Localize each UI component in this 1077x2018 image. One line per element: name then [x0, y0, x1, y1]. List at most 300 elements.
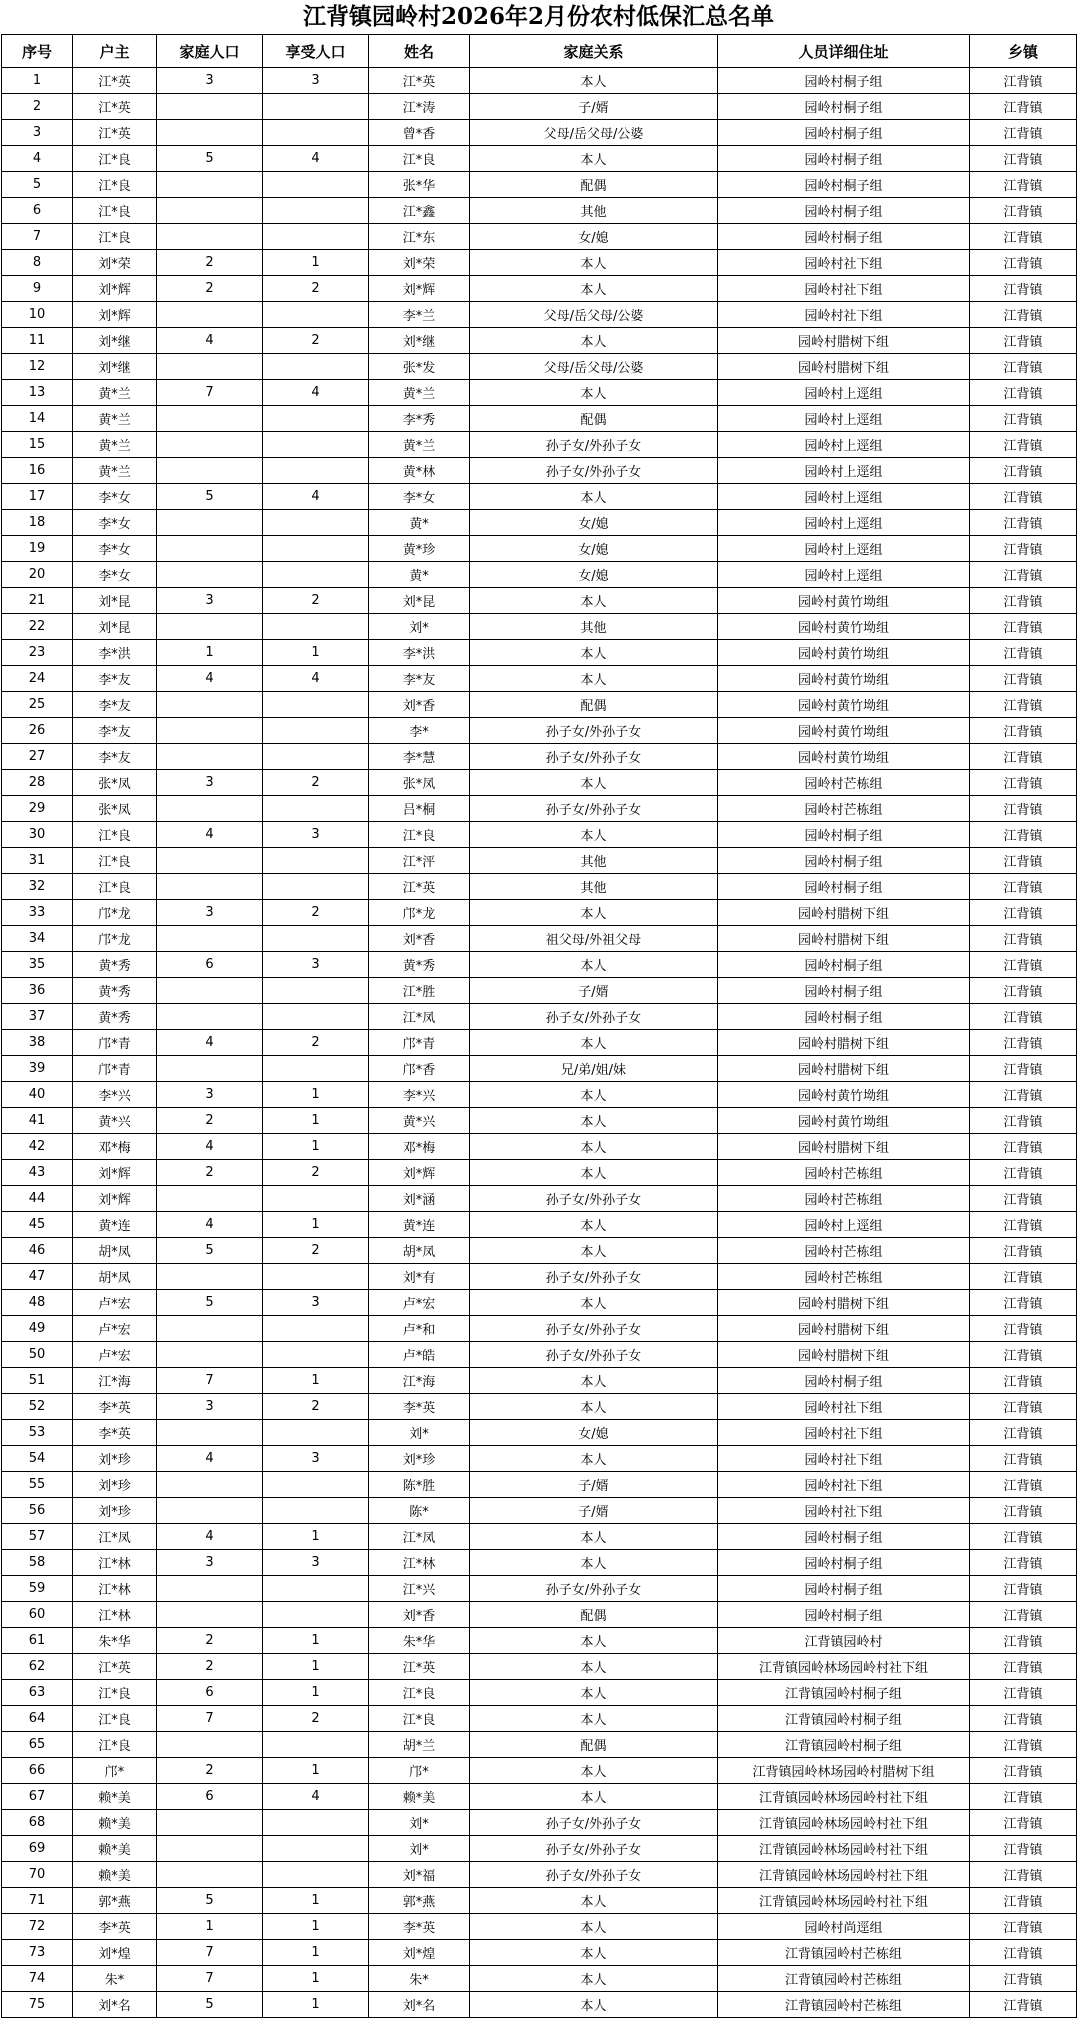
cell-covered-size: 3: [263, 1446, 369, 1472]
cell-address: 园岭村黄竹坳组: [718, 692, 970, 718]
cell-index: 22: [2, 614, 73, 640]
col-header-household-head: 户主: [73, 35, 157, 68]
cell-covered-size: [263, 432, 369, 458]
table-row: [2, 1758, 1077, 1784]
cell-index: 32: [2, 874, 73, 900]
cell-name: 刘*珍: [369, 1446, 470, 1472]
cell-household-head: 赖*美: [73, 1784, 157, 1810]
cell-relation: 本人: [470, 1238, 718, 1264]
cell-name: 黄*兴: [369, 1108, 470, 1134]
cell-town: 江背镇: [970, 1784, 1077, 1810]
cell-family-size: 6: [157, 1680, 263, 1706]
cell-relation: 配偶: [470, 692, 718, 718]
cell-town: 江背镇: [970, 848, 1077, 874]
table-row: [2, 1264, 1077, 1290]
table-row: [2, 1706, 1077, 1732]
cell-index: 48: [2, 1290, 73, 1316]
cell-index: 40: [2, 1082, 73, 1108]
col-header-index: 序号: [2, 35, 73, 68]
cell-town: 江背镇: [970, 224, 1077, 250]
cell-family-size: [157, 926, 263, 952]
cell-address: 园岭村桐子组: [718, 1602, 970, 1628]
cell-address: 江背镇园岭村芒栋组: [718, 1992, 970, 2018]
table-row: [2, 926, 1077, 952]
cell-name: 黄*: [369, 562, 470, 588]
cell-relation: 本人: [470, 1992, 718, 2018]
cell-town: 江背镇: [970, 1836, 1077, 1862]
cell-index: 14: [2, 406, 73, 432]
cell-covered-size: [263, 354, 369, 380]
cell-address: 园岭村黄竹坳组: [718, 666, 970, 692]
cell-family-size: [157, 1186, 263, 1212]
cell-household-head: 黄*兰: [73, 406, 157, 432]
cell-covered-size: [263, 458, 369, 484]
table-row: [2, 692, 1077, 718]
cell-index: 50: [2, 1342, 73, 1368]
cell-relation: 孙子女/外孙子女: [470, 1316, 718, 1342]
cell-household-head: 邝*青: [73, 1056, 157, 1082]
table-body: [2, 68, 1077, 2018]
cell-name: 黄*连: [369, 1212, 470, 1238]
cell-address: 园岭村桐子组: [718, 68, 970, 94]
cell-family-size: [157, 1056, 263, 1082]
table-row: [2, 1914, 1077, 1940]
cell-household-head: 江*英: [73, 68, 157, 94]
table-row: [2, 1576, 1077, 1602]
cell-index: 31: [2, 848, 73, 874]
cell-covered-size: 2: [263, 1030, 369, 1056]
table-row: [2, 640, 1077, 666]
cell-name: 江*胜: [369, 978, 470, 1004]
cell-name: 江*海: [369, 1368, 470, 1394]
cell-family-size: 6: [157, 952, 263, 978]
cell-covered-size: [263, 796, 369, 822]
cell-address: 园岭村上逕组: [718, 536, 970, 562]
cell-relation: 本人: [470, 1654, 718, 1680]
cell-address: 园岭村上逕组: [718, 380, 970, 406]
cell-relation: 本人: [470, 484, 718, 510]
cell-index: 68: [2, 1810, 73, 1836]
cell-name: 江*林: [369, 1550, 470, 1576]
cell-covered-size: 3: [263, 1550, 369, 1576]
cell-relation: 女/媳: [470, 536, 718, 562]
cell-family-size: 1: [157, 1914, 263, 1940]
cell-address: 园岭村社下组: [718, 1420, 970, 1446]
cell-address: 江背镇园岭村芒栋组: [718, 1966, 970, 1992]
cell-covered-size: 1: [263, 1758, 369, 1784]
cell-family-size: [157, 1472, 263, 1498]
cell-relation: 配偶: [470, 1732, 718, 1758]
cell-address: 园岭村黄竹坳组: [718, 640, 970, 666]
cell-household-head: 赖*美: [73, 1810, 157, 1836]
cell-relation: 其他: [470, 848, 718, 874]
cell-index: 57: [2, 1524, 73, 1550]
cell-name: 邝*青: [369, 1030, 470, 1056]
table-row: [2, 380, 1077, 406]
cell-address: 园岭村芒栋组: [718, 1186, 970, 1212]
cell-household-head: 刘*珍: [73, 1498, 157, 1524]
cell-town: 江背镇: [970, 1186, 1077, 1212]
cell-relation: 子/婿: [470, 94, 718, 120]
cell-household-head: 李*友: [73, 744, 157, 770]
cell-name: 江*兴: [369, 1576, 470, 1602]
cell-index: 9: [2, 276, 73, 302]
cell-name: 刘*: [369, 1810, 470, 1836]
cell-address: 江背镇园岭林场园岭村社下组: [718, 1888, 970, 1914]
cell-address: 园岭村腊树下组: [718, 1134, 970, 1160]
cell-address: 园岭村桐子组: [718, 1368, 970, 1394]
cell-relation: 本人: [470, 250, 718, 276]
cell-family-size: 6: [157, 1784, 263, 1810]
cell-relation: 其他: [470, 198, 718, 224]
cell-name: 刘*福: [369, 1862, 470, 1888]
cell-town: 江背镇: [970, 1940, 1077, 1966]
cell-relation: 配偶: [470, 406, 718, 432]
cell-family-size: 4: [157, 1030, 263, 1056]
cell-family-size: [157, 978, 263, 1004]
cell-household-head: 胡*凤: [73, 1264, 157, 1290]
cell-household-head: 郭*燕: [73, 1888, 157, 1914]
cell-family-size: [157, 432, 263, 458]
table-row: [2, 562, 1077, 588]
table-row: [2, 1862, 1077, 1888]
cell-relation: 父母/岳父母/公婆: [470, 302, 718, 328]
cell-name: 江*东: [369, 224, 470, 250]
cell-household-head: 江*良: [73, 1706, 157, 1732]
cell-town: 江背镇: [970, 276, 1077, 302]
cell-address: 园岭村芒栋组: [718, 1238, 970, 1264]
cell-name: 刘*香: [369, 926, 470, 952]
table-row: [2, 1888, 1077, 1914]
cell-household-head: 黄*兰: [73, 380, 157, 406]
table-row: [2, 1160, 1077, 1186]
cell-household-head: 胡*凤: [73, 1238, 157, 1264]
cell-index: 69: [2, 1836, 73, 1862]
cell-town: 江背镇: [970, 744, 1077, 770]
cell-address: 园岭村芒栋组: [718, 1160, 970, 1186]
cell-relation: 父母/岳父母/公婆: [470, 354, 718, 380]
cell-covered-size: [263, 1264, 369, 1290]
cell-covered-size: [263, 1056, 369, 1082]
cell-household-head: 江*海: [73, 1368, 157, 1394]
cell-covered-size: 1: [263, 1134, 369, 1160]
table-row: [2, 1836, 1077, 1862]
cell-household-head: 刘*名: [73, 1992, 157, 2018]
cell-index: 66: [2, 1758, 73, 1784]
cell-name: 卢*皓: [369, 1342, 470, 1368]
cell-name: 江*凤: [369, 1524, 470, 1550]
table-row: [2, 1030, 1077, 1056]
cell-relation: 孙子女/外孙子女: [470, 458, 718, 484]
cell-town: 江背镇: [970, 1108, 1077, 1134]
cell-index: 51: [2, 1368, 73, 1394]
cell-town: 江背镇: [970, 1472, 1077, 1498]
cell-family-size: [157, 536, 263, 562]
cell-town: 江背镇: [970, 1602, 1077, 1628]
cell-family-size: 3: [157, 68, 263, 94]
cell-address: 园岭村芒栋组: [718, 770, 970, 796]
cell-covered-size: 4: [263, 484, 369, 510]
cell-covered-size: 3: [263, 1290, 369, 1316]
table-row: [2, 1238, 1077, 1264]
cell-relation: 本人: [470, 900, 718, 926]
cell-covered-size: [263, 536, 369, 562]
cell-name: 刘*昆: [369, 588, 470, 614]
cell-town: 江背镇: [970, 1368, 1077, 1394]
cell-town: 江背镇: [970, 120, 1077, 146]
cell-town: 江背镇: [970, 1160, 1077, 1186]
table-row: [2, 1446, 1077, 1472]
cell-town: 江背镇: [970, 146, 1077, 172]
table-row: [2, 1498, 1077, 1524]
table-row: [2, 1472, 1077, 1498]
table-row: [2, 952, 1077, 978]
cell-relation: 女/媳: [470, 510, 718, 536]
cell-address: 园岭村腊树下组: [718, 328, 970, 354]
cell-town: 江背镇: [970, 510, 1077, 536]
cell-family-size: 4: [157, 666, 263, 692]
cell-household-head: 李*女: [73, 536, 157, 562]
cell-household-head: 朱*华: [73, 1628, 157, 1654]
table-row: [2, 1784, 1077, 1810]
cell-name: 张*发: [369, 354, 470, 380]
cell-address: 园岭村腊树下组: [718, 1316, 970, 1342]
table-row: [2, 1420, 1077, 1446]
cell-name: 黄*兰: [369, 432, 470, 458]
cell-relation: 本人: [470, 1680, 718, 1706]
cell-town: 江背镇: [970, 1446, 1077, 1472]
cell-relation: 孙子女/外孙子女: [470, 1264, 718, 1290]
cell-index: 8: [2, 250, 73, 276]
cell-index: 34: [2, 926, 73, 952]
table-row: [2, 432, 1077, 458]
cell-address: 园岭村社下组: [718, 250, 970, 276]
cell-name: 刘*: [369, 1420, 470, 1446]
col-header-covered-size: 享受人口: [263, 35, 369, 68]
cell-index: 4: [2, 146, 73, 172]
cell-relation: 本人: [470, 1888, 718, 1914]
cell-name: 李*英: [369, 1914, 470, 1940]
cell-address: 园岭村黄竹坳组: [718, 588, 970, 614]
cell-family-size: [157, 1420, 263, 1446]
cell-name: 赖*美: [369, 1784, 470, 1810]
cell-name: 李*英: [369, 1394, 470, 1420]
cell-family-size: 5: [157, 484, 263, 510]
table-row: [2, 1394, 1077, 1420]
cell-name: 黄*兰: [369, 380, 470, 406]
cell-relation: 本人: [470, 1628, 718, 1654]
cell-index: 17: [2, 484, 73, 510]
cell-name: 邓*梅: [369, 1134, 470, 1160]
cell-relation: 本人: [470, 328, 718, 354]
cell-address: 园岭村上逕组: [718, 458, 970, 484]
cell-index: 41: [2, 1108, 73, 1134]
cell-relation: 本人: [470, 1030, 718, 1056]
cell-covered-size: [263, 172, 369, 198]
cell-relation: 本人: [470, 1108, 718, 1134]
cell-name: 刘*: [369, 614, 470, 640]
cell-index: 39: [2, 1056, 73, 1082]
cell-family-size: 2: [157, 1108, 263, 1134]
cell-address: 园岭村桐子组: [718, 978, 970, 1004]
cell-index: 74: [2, 1966, 73, 1992]
cell-covered-size: [263, 1732, 369, 1758]
cell-name: 李*: [369, 718, 470, 744]
cell-covered-size: [263, 94, 369, 120]
table-row: [2, 770, 1077, 796]
cell-name: 朱*: [369, 1966, 470, 1992]
cell-town: 江背镇: [970, 1914, 1077, 1940]
table-row: [2, 874, 1077, 900]
cell-town: 江背镇: [970, 1576, 1077, 1602]
cell-covered-size: [263, 120, 369, 146]
table-row: [2, 900, 1077, 926]
cell-covered-size: [263, 874, 369, 900]
cell-family-size: [157, 692, 263, 718]
cell-town: 江背镇: [970, 900, 1077, 926]
cell-family-size: 2: [157, 250, 263, 276]
cell-covered-size: 1: [263, 250, 369, 276]
cell-address: 园岭村腊树下组: [718, 354, 970, 380]
cell-town: 江背镇: [970, 1082, 1077, 1108]
cell-covered-size: 4: [263, 1784, 369, 1810]
cell-address: 园岭村上逕组: [718, 484, 970, 510]
cell-address: 园岭村桐子组: [718, 120, 970, 146]
table-row: [2, 1108, 1077, 1134]
cell-index: 60: [2, 1602, 73, 1628]
cell-address: 园岭村芒栋组: [718, 1264, 970, 1290]
cell-town: 江背镇: [970, 1810, 1077, 1836]
table-row: [2, 744, 1077, 770]
cell-covered-size: [263, 198, 369, 224]
cell-covered-size: [263, 848, 369, 874]
cell-household-head: 邓*梅: [73, 1134, 157, 1160]
cell-town: 江背镇: [970, 406, 1077, 432]
cell-household-head: 卢*宏: [73, 1316, 157, 1342]
cell-name: 江*良: [369, 1680, 470, 1706]
cell-relation: 孙子女/外孙子女: [470, 1836, 718, 1862]
cell-household-head: 江*林: [73, 1576, 157, 1602]
cell-household-head: 江*良: [73, 224, 157, 250]
cell-address: 园岭村腊树下组: [718, 1056, 970, 1082]
cell-household-head: 黄*兰: [73, 432, 157, 458]
cell-covered-size: 1: [263, 1082, 369, 1108]
cell-covered-size: [263, 744, 369, 770]
cell-relation: 本人: [470, 822, 718, 848]
cell-relation: 子/婿: [470, 1472, 718, 1498]
cell-covered-size: 2: [263, 1394, 369, 1420]
table-row: [2, 276, 1077, 302]
cell-index: 54: [2, 1446, 73, 1472]
table-row: [2, 1810, 1077, 1836]
table-row: [2, 1290, 1077, 1316]
cell-family-size: 3: [157, 588, 263, 614]
col-header-town: 乡镇: [970, 35, 1077, 68]
cell-name: 江*英: [369, 68, 470, 94]
cell-household-head: 黄*秀: [73, 1004, 157, 1030]
cell-covered-size: 3: [263, 952, 369, 978]
table-row: [2, 302, 1077, 328]
cell-address: 园岭村桐子组: [718, 224, 970, 250]
cell-address: 江背镇园岭林场园岭村社下组: [718, 1836, 970, 1862]
cell-covered-size: 1: [263, 1628, 369, 1654]
cell-covered-size: [263, 302, 369, 328]
cell-index: 26: [2, 718, 73, 744]
cell-relation: 孙子女/外孙子女: [470, 432, 718, 458]
cell-relation: 女/媳: [470, 224, 718, 250]
cell-town: 江背镇: [970, 1264, 1077, 1290]
cell-covered-size: 1: [263, 1940, 369, 1966]
cell-address: 园岭村芒栋组: [718, 796, 970, 822]
cell-covered-size: 2: [263, 328, 369, 354]
cell-relation: 子/婿: [470, 1498, 718, 1524]
cell-household-head: 刘*珍: [73, 1472, 157, 1498]
cell-relation: 父母/岳父母/公婆: [470, 120, 718, 146]
cell-relation: 孙子女/外孙子女: [470, 1004, 718, 1030]
cell-covered-size: [263, 562, 369, 588]
document-title: 江背镇园岭村2026年2月份农村低保汇总名单: [302, 3, 775, 30]
cell-town: 江背镇: [970, 1212, 1077, 1238]
cell-covered-size: 3: [263, 822, 369, 848]
cell-name: 陈*: [369, 1498, 470, 1524]
cell-relation: 本人: [470, 1524, 718, 1550]
cell-household-head: 李*洪: [73, 640, 157, 666]
cell-name: 黄*林: [369, 458, 470, 484]
cell-address: 园岭村尚逕组: [718, 1914, 970, 1940]
cell-household-head: 刘*珍: [73, 1446, 157, 1472]
cell-covered-size: 4: [263, 666, 369, 692]
cell-name: 李*洪: [369, 640, 470, 666]
table-row: [2, 1186, 1077, 1212]
cell-address: 江背镇园岭村桐子组: [718, 1732, 970, 1758]
cell-relation: 本人: [470, 68, 718, 94]
cell-index: 64: [2, 1706, 73, 1732]
cell-family-size: [157, 1498, 263, 1524]
cell-index: 5: [2, 172, 73, 198]
cell-household-head: 朱*: [73, 1966, 157, 1992]
table-row: [2, 328, 1077, 354]
cell-relation: 本人: [470, 1940, 718, 1966]
table-row: [2, 1992, 1077, 2018]
cell-index: 25: [2, 692, 73, 718]
header-row: [2, 35, 1077, 68]
cell-family-size: 2: [157, 276, 263, 302]
cell-index: 35: [2, 952, 73, 978]
cell-relation: 本人: [470, 1446, 718, 1472]
cell-relation: 本人: [470, 1758, 718, 1784]
cell-index: 2: [2, 94, 73, 120]
cell-town: 江背镇: [970, 588, 1077, 614]
cell-town: 江背镇: [970, 94, 1077, 120]
cell-index: 30: [2, 822, 73, 848]
cell-index: 37: [2, 1004, 73, 1030]
cell-relation: 本人: [470, 1368, 718, 1394]
cell-relation: 本人: [470, 1784, 718, 1810]
cell-index: 72: [2, 1914, 73, 1940]
cell-household-head: 李*友: [73, 718, 157, 744]
cell-relation: 本人: [470, 1212, 718, 1238]
cell-index: 24: [2, 666, 73, 692]
cell-town: 江背镇: [970, 1888, 1077, 1914]
cell-name: 刘*涵: [369, 1186, 470, 1212]
cell-household-head: 黄*秀: [73, 978, 157, 1004]
cell-family-size: [157, 1316, 263, 1342]
cell-family-size: 4: [157, 1446, 263, 1472]
cell-covered-size: 2: [263, 900, 369, 926]
cell-index: 63: [2, 1680, 73, 1706]
cell-family-size: [157, 1732, 263, 1758]
cell-index: 52: [2, 1394, 73, 1420]
